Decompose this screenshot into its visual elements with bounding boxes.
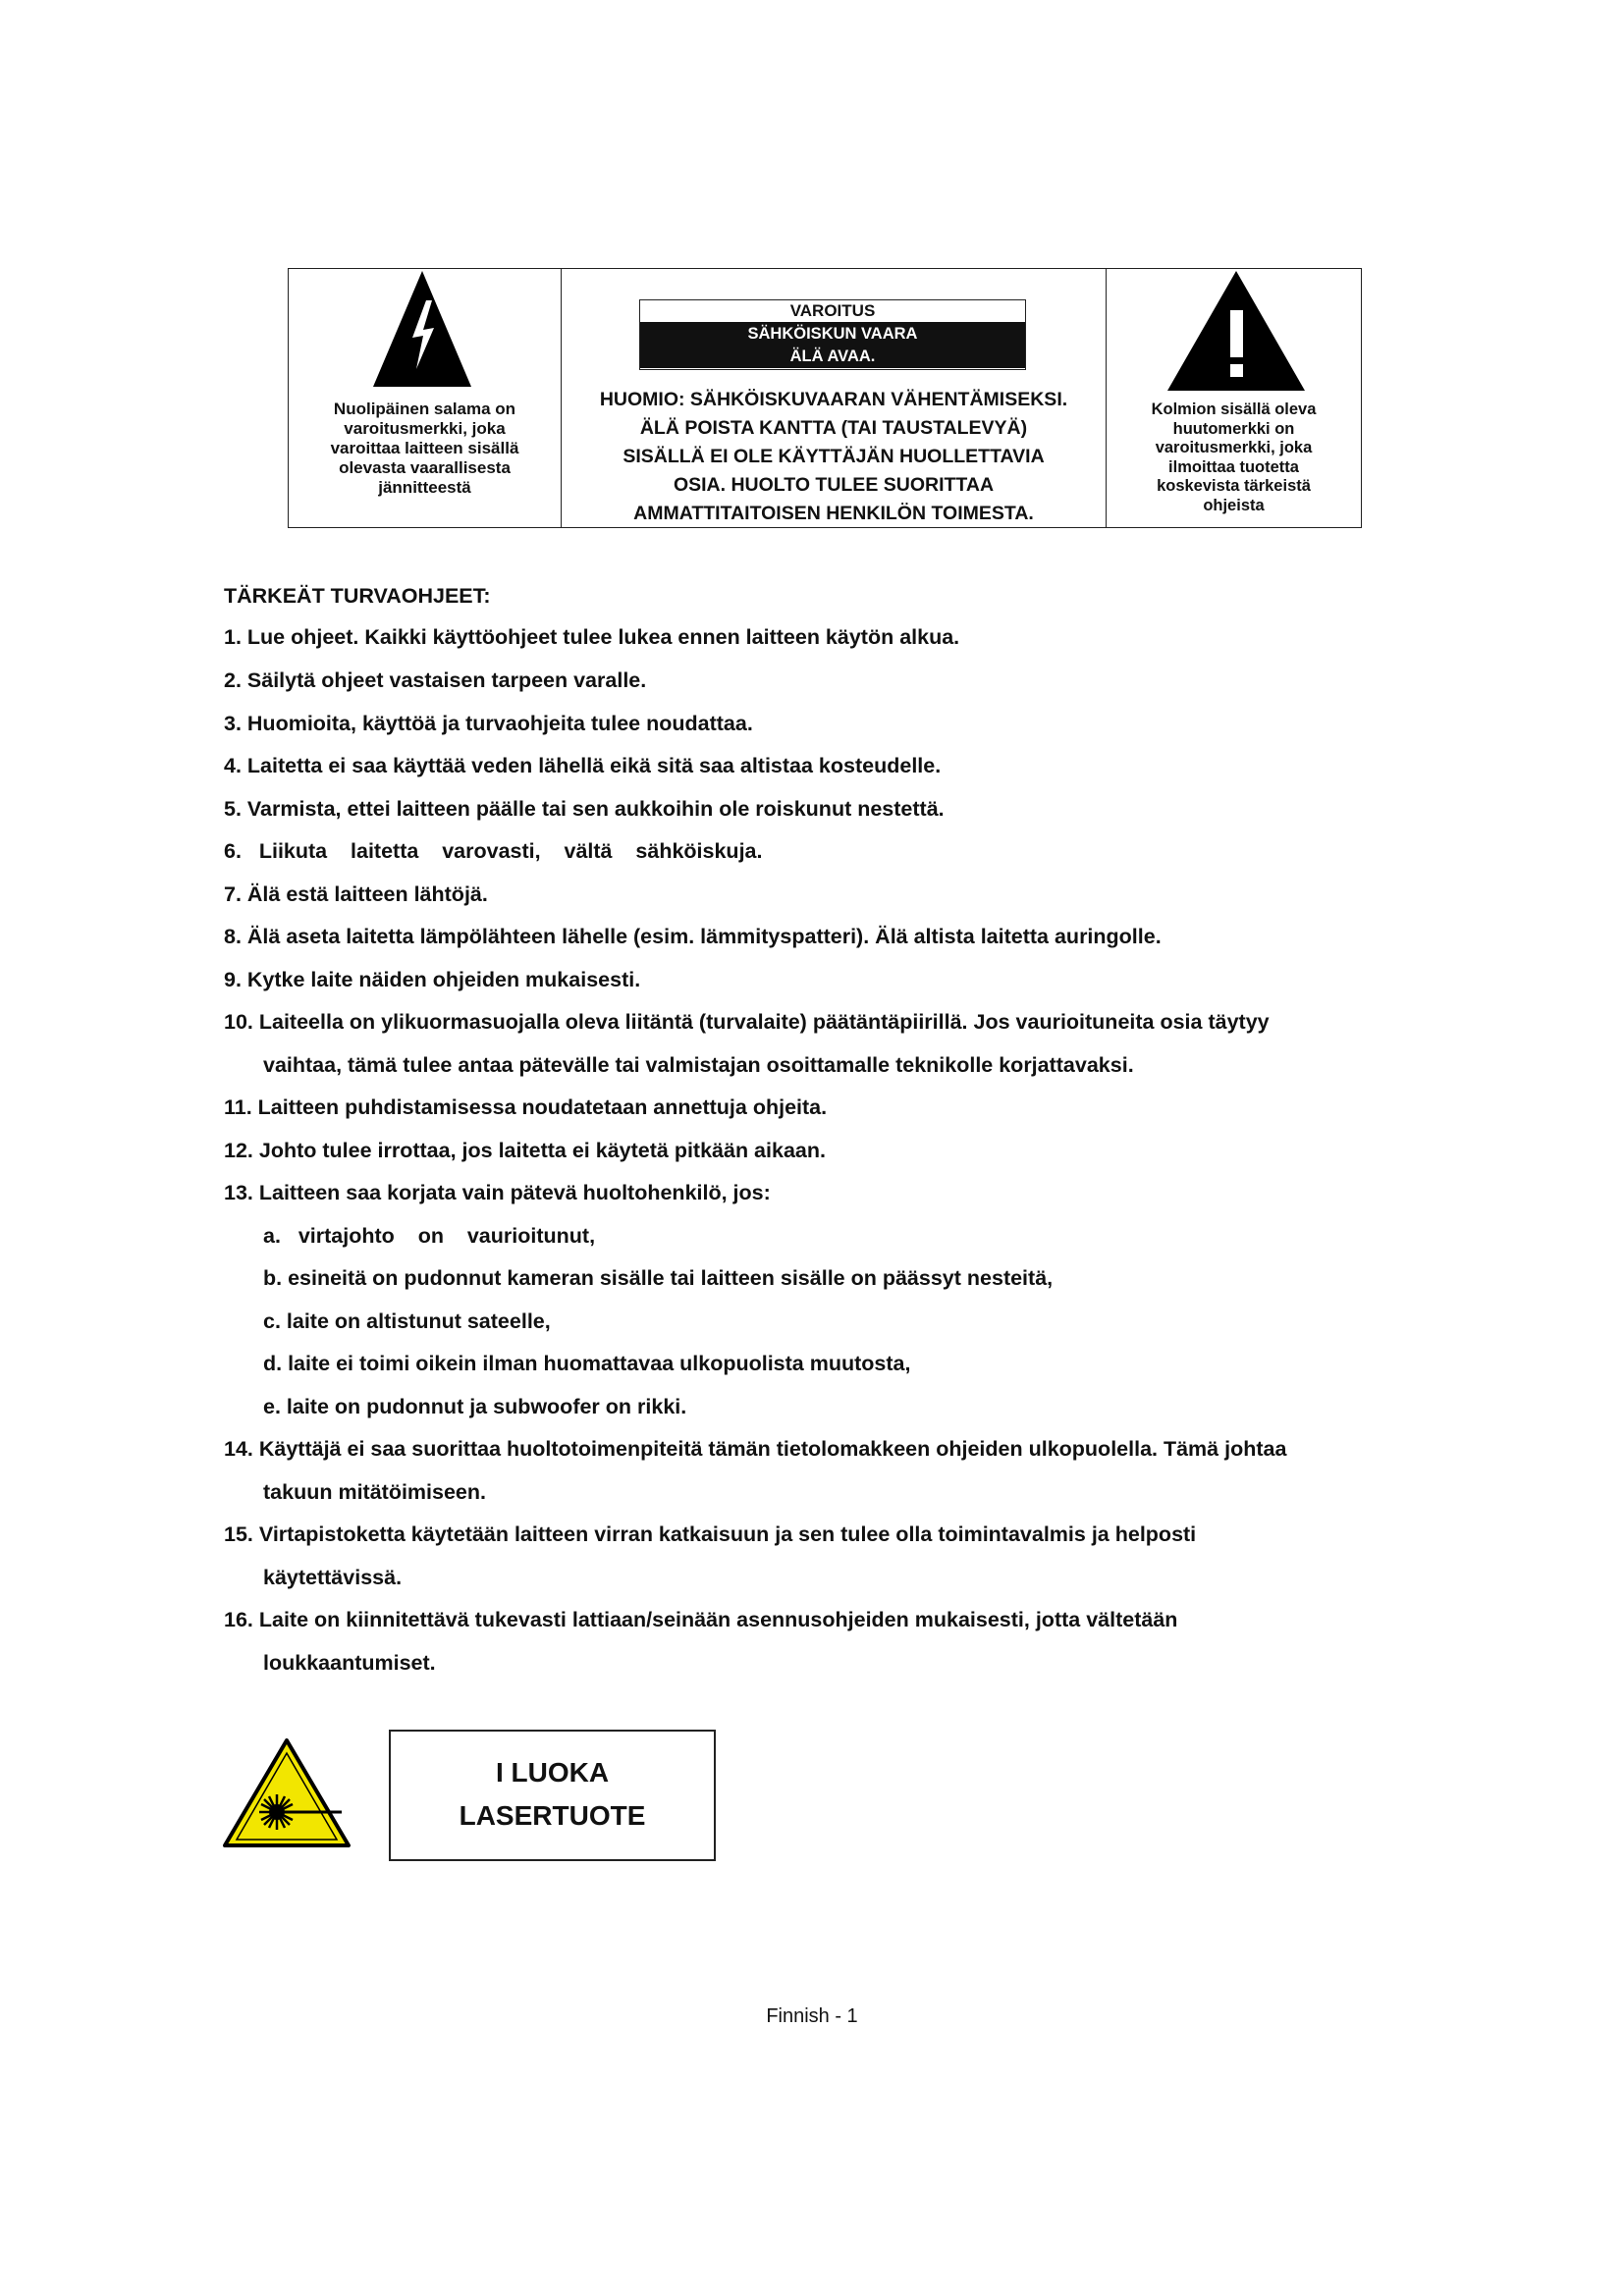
lightning-caption-line: jännitteestä — [378, 478, 471, 497]
caution-caption — [562, 386, 1106, 528]
exclamation-caption-line: varoitusmerkki, joka — [1155, 439, 1313, 456]
item-line: 10. Laiteella on ylikuormasuojalla oleva liitäntä (turvalaite) päätäntäpiirillä. Jos vaurioituneita osia täytyy — [224, 1010, 1270, 1034]
caution-caption-line: ÄLÄ POISTA KANTTA (TAI TAUSTALEVYÄ) — [639, 417, 1028, 439]
laser-class-label — [389, 1730, 716, 1861]
exclamation-caption-line: Kolmion sisällä oleva — [1151, 400, 1317, 418]
caution-caption-line: AMMATTITAITOISEN HENKILÖN TOIMESTA. — [633, 503, 1034, 524]
page-footer: Finnish - 1 — [766, 2005, 858, 2027]
sub-item: c. laite on altistunut sateelle, — [263, 1309, 551, 1333]
instruction-item: 5. Varmista, ettei laitteen päälle tai sen aukkoihin ole roiskunut nestettä. — [224, 797, 945, 821]
exclamation-caption-line: ohjeista — [1203, 496, 1265, 514]
sub-item: a. virtajohto on vaurioitunut, — [263, 1224, 596, 1248]
laser-warning-icon — [222, 1737, 352, 1849]
caution-label — [639, 299, 1026, 370]
laser-label-line: LASERTUOTE — [459, 1800, 646, 1831]
instruction-item: 7. Älä estä laitteen lähtöjä. — [224, 882, 488, 906]
safety-heading: TÄRKEÄT TURVAOHJEET: — [224, 584, 491, 608]
instruction-item: 8. Älä aseta laitetta lämpölähteen lähelle (esim. lämmityspatteri). Älä altista laitetta auringolle. — [224, 925, 1162, 948]
item-line: 15. Virtapistoketta käytetään laitteen virran katkaisuun ja sen tulee olla toimintavalmis ja helposti — [224, 1522, 1197, 1546]
lightning-caption-line: varoitusmerkki, joka — [344, 419, 506, 438]
lightning-caption-line: olevasta vaarallisesta — [339, 458, 511, 477]
sub-item: e. laite on pudonnut ja subwoofer on rikki. — [263, 1395, 687, 1418]
instruction-item: 9. Kytke laite näiden ohjeiden mukaisesti. — [224, 968, 641, 991]
instruction-item-10 — [224, 1001, 1270, 1087]
exclamation-warning-icon — [1167, 271, 1305, 391]
warning-cell-caution — [562, 269, 1107, 527]
exclamation-caption-line: huutomerkki on — [1172, 419, 1295, 438]
item-line: loukkaantumiset. — [263, 1650, 436, 1675]
lightning-warning-icon — [373, 271, 471, 387]
exclamation-caption-line: ilmoittaa tuotetta — [1168, 457, 1299, 476]
item-line: takuun mitätöimiseen. — [263, 1479, 486, 1504]
sub-item: d. laite ei toimi oikein ilman huomattavaa ulkopuolista muutosta, — [263, 1352, 911, 1375]
instruction-item: 4. Laitetta ei saa käyttää veden lähellä eikä sitä saa altistaa kosteudelle. — [224, 754, 942, 777]
lightning-caption — [289, 400, 561, 498]
warning-cell-lightning — [289, 269, 562, 527]
instruction-item-15 — [224, 1514, 1196, 1599]
instruction-item: 1. Lue ohjeet. Kaikki käyttöohjeet tulee lukea ennen laitteen käytön alkua. — [224, 625, 960, 649]
lightning-caption-line: varoittaa laitteen sisällä — [330, 439, 519, 457]
item-line: 16. Laite on kiinnitettävä tukevasti lattiaan/seinään asennusohjeiden mukaisesti, jotta vältetään — [224, 1608, 1178, 1631]
instruction-item-14 — [224, 1428, 1286, 1514]
item-line: 14. Käyttäjä ei saa suorittaa huoltotoimenpiteitä tämän tietolomakkeen ohjeiden ulkopuolella. Tämä johtaa — [224, 1437, 1287, 1461]
instruction-item: 2. Säilytä ohjeet vastaisen tarpeen varalle. — [224, 668, 647, 692]
lightning-caption-line: Nuolipäinen salama on — [333, 400, 516, 418]
caution-caption-line: SISÄLLÄ EI OLE KÄYTTÄJÄN HUOLLETTAVIA — [623, 446, 1045, 467]
instruction-item-11: 11. Laitteen puhdistamisessa noudatetaan annettuja ohjeita. — [224, 1095, 828, 1119]
caution-caption-line: OSIA. HUOLTO TULEE SUORITTAA — [673, 474, 995, 496]
caution-caption-line: HUOMIO: SÄHKÖISKUVAARAN VÄHENTÄMISEKSI. — [599, 389, 1068, 410]
laser-label-line: I LUOKA — [495, 1757, 610, 1788]
caution-label-line: ÄLÄ AVAA. — [789, 347, 876, 365]
caution-label-title: VAROITUS — [640, 300, 1025, 322]
caution-label-band — [640, 322, 1025, 368]
instruction-item: 6. Liikuta laitetta varovasti, vältä sähköiskuja. — [224, 839, 763, 863]
instruction-item-13: 13. Laitteen saa korjata vain pätevä huoltohenkilö, jos: — [224, 1181, 771, 1204]
instruction-item: 3. Huomioita, käyttöä ja turvaohjeita tulee noudattaa. — [224, 712, 753, 735]
item-line: käytettävissä. — [263, 1565, 403, 1589]
warning-table — [288, 268, 1362, 528]
warning-cell-exclamation — [1107, 269, 1361, 527]
exclamation-caption-line: koskevista tärkeistä — [1157, 477, 1311, 495]
sub-item: b. esineitä on pudonnut kameran sisälle tai laitteen sisälle on päässyt nesteitä, — [263, 1266, 1054, 1290]
exclamation-caption — [1107, 400, 1361, 515]
instruction-item-16 — [224, 1599, 1177, 1684]
item-line: vaihtaa, tämä tulee antaa pätevälle tai valmistajan osoittamalle teknikolle korjattavaksi. — [263, 1052, 1134, 1077]
caution-label-line: SÄHKÖISKUN VAARA — [747, 325, 918, 343]
instruction-item-12: 12. Johto tulee irrottaa, jos laitetta ei käytetä pitkään aikaan. — [224, 1139, 826, 1162]
